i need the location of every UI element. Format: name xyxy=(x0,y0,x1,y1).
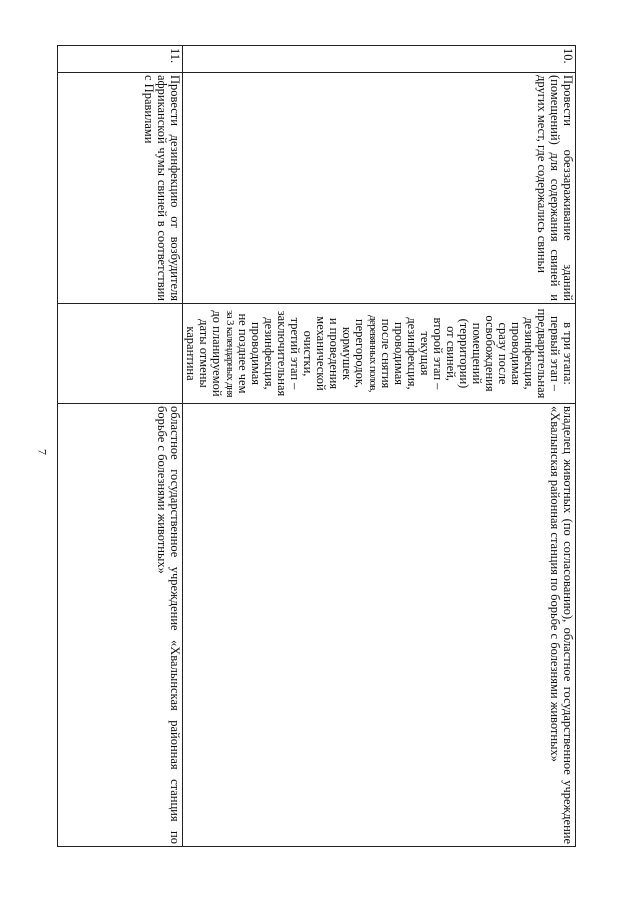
term-line: механической xyxy=(314,316,328,391)
term-line: карантина xyxy=(184,326,198,381)
term-line: первый этап – xyxy=(548,315,562,392)
term-line: дезинфекция, xyxy=(262,317,276,390)
term-line: текущая xyxy=(418,331,432,376)
table-row xyxy=(58,46,183,847)
action-cell: Провести дезинфекцию от возбудителя африканской чумы свиней в соответствии с Правилами xyxy=(58,73,183,304)
row-number-cell: 10. xyxy=(183,46,576,73)
term-line: очистки, xyxy=(301,330,315,377)
action-cell: Провести обеззараживание зданий (помещений) для содержания свиней и других мест, где содержались свиньи xyxy=(183,73,576,304)
term-line: от свиней, xyxy=(444,326,458,381)
term-line: перегородок, xyxy=(353,318,367,389)
term-line: проводимая xyxy=(249,321,263,386)
term-line: проводимая xyxy=(509,321,523,386)
term-line: за 3 календарных дня xyxy=(224,310,236,397)
term-line: проводимая xyxy=(392,321,406,386)
term-line: и проведения xyxy=(327,317,341,390)
term-cell xyxy=(183,304,576,404)
term-line: освобождения xyxy=(483,315,497,392)
responsible-cell: владелец животных (по согласованию), областное государственное учреждение «Хвалынская районная станция по борьбе с болезнями животных» xyxy=(183,404,576,847)
table-row xyxy=(183,46,576,847)
term-line: третий этап – xyxy=(288,317,302,390)
rotated-table-frame xyxy=(94,45,576,847)
term-line: даты отмены xyxy=(197,319,211,388)
term-line: помещений xyxy=(470,322,484,385)
term-line: в три этапа: xyxy=(561,322,575,385)
term-line: не позднее чем xyxy=(236,313,250,394)
term-line: (территории) xyxy=(457,318,471,389)
term-line: кормушек xyxy=(340,326,354,381)
term-line: до планируемой xyxy=(210,310,224,397)
term-line: сразу после xyxy=(496,322,510,385)
row-number-cell: 11. xyxy=(58,46,183,73)
term-line: после снятия xyxy=(379,318,393,389)
term-line: деревянных полов, xyxy=(367,315,379,392)
page-number: 7 xyxy=(35,449,50,455)
measures-table xyxy=(57,45,576,847)
term-cell xyxy=(58,304,183,404)
term-line: предварительная xyxy=(535,308,549,399)
term-line: второй этап – xyxy=(431,317,445,390)
term-line: дезинфекция, xyxy=(522,317,536,390)
responsible-cell: областное государственное учреждение «Хвалынская районная станция по борьбе с болезнями животных» xyxy=(58,404,183,847)
term-line: заключительная xyxy=(275,310,289,397)
term-line: дезинфекция, xyxy=(405,317,419,390)
